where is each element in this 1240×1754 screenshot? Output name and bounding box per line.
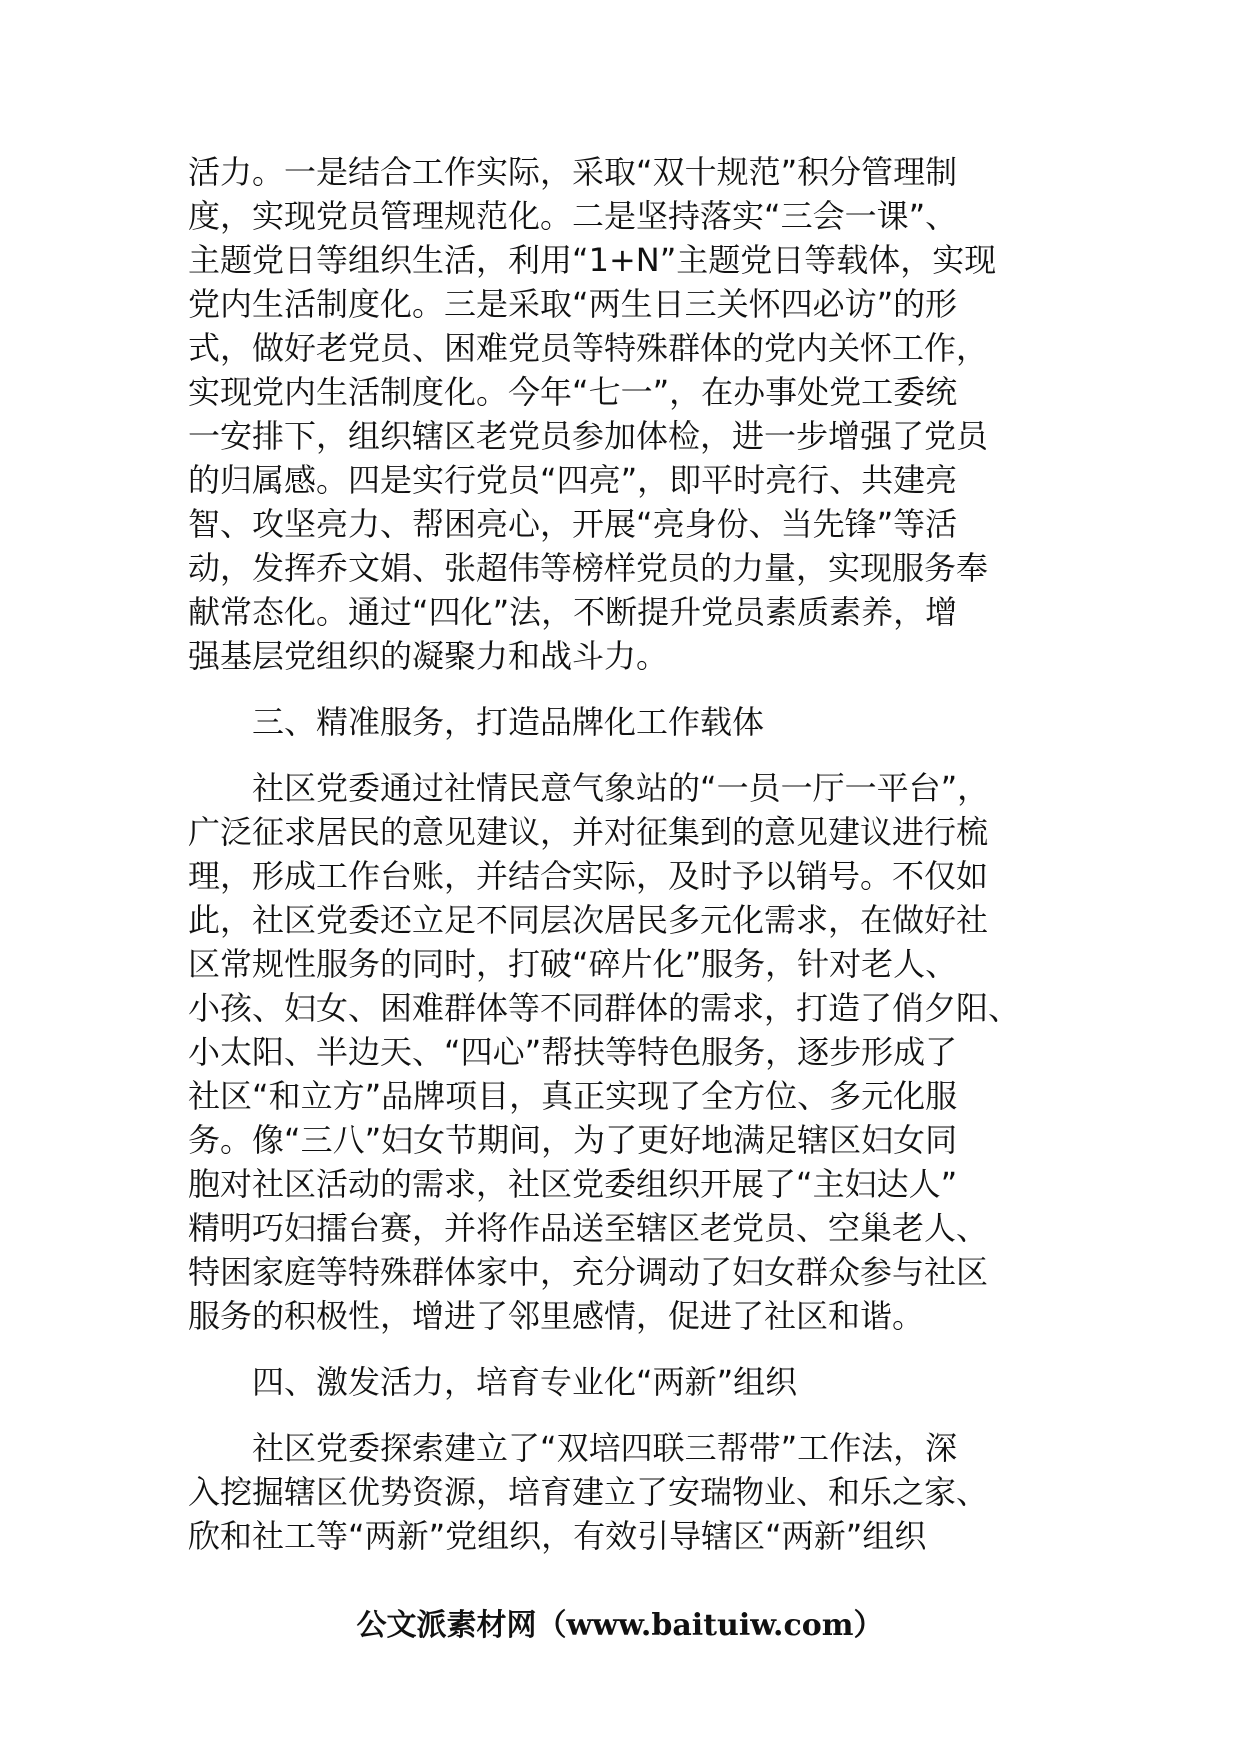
text-line: 区常规性服务的同时，打破“碎片化”服务，针对老人、 [188, 945, 958, 983]
paragraph-spacer [188, 744, 1060, 766]
text-line: 智、攻坚亮力、帮困亮心，开展“亮身份、当先锋”等活 [188, 505, 958, 543]
section-heading: 三、精准服务，打造品牌化工作载体 [252, 703, 765, 741]
text-line: 式，做好老党员、困难党员等特殊群体的党内关怀工作， [188, 329, 989, 367]
text-line: 社区党委通过社情民意气象站的“一员一厅一平台”， [252, 769, 990, 807]
text-line: 小太阳、半边天、“四心”帮扶等特色服务，逐步形成了 [188, 1033, 958, 1071]
text-line: 特困家庭等特殊群体家中，充分调动了妇女群众参与社区 [188, 1253, 989, 1291]
text-line: 入挖掘辖区优势资源，培育建立了安瑞物业、和乐之家、 [188, 1473, 989, 1511]
page-footer-watermark: 公文派素材网（www.baituiw.com） [356, 1608, 884, 1643]
text-line: 一安排下，组织辖区老党员参加体检，进一步增强了党员 [188, 417, 989, 455]
paragraph [188, 150, 1060, 678]
text-line: 精明巧妇擂台赛，并将作品送至辖区老党员、空巢老人、 [188, 1209, 989, 1247]
text-line: 此，社区党委还立足不同层次居民多元化需求，在做好社 [188, 901, 989, 939]
text-line: 小孩、妇女、困难群体等不同群体的需求，打造了俏夕阳、 [188, 989, 1021, 1027]
text-line: 党内生活制度化。三是采取“两生日三关怀四必访”的形 [188, 285, 958, 323]
text-line: 理，形成工作台账，并结合实际，及时予以销号。不仅如 [188, 857, 989, 895]
paragraph [188, 1426, 1060, 1558]
text-line: 务。像“三八”妇女节期间，为了更好地满足辖区妇女同 [188, 1121, 958, 1159]
text-line: 实现党内生活制度化。今年“七一”，在办事处党工委统 [188, 373, 958, 411]
paragraph-spacer [188, 1338, 1060, 1360]
text-line: 动，发挥乔文娟、张超伟等榜样党员的力量，实现服务奉 [188, 549, 989, 587]
text-line: 度，实现党员管理规范化。二是坚持落实“三会一课”、 [188, 197, 958, 235]
text-line: 广泛征求居民的意见建议，并对征集到的意见建议进行梳 [188, 813, 989, 851]
text-line: 服务的积极性，增进了邻里感情，促进了社区和谐。 [188, 1297, 925, 1335]
text-line: 社区党委探索建立了“双培四联三帮带”工作法，深 [252, 1429, 958, 1467]
paragraph [188, 766, 1060, 1338]
text-line: 活力。一是结合工作实际，采取“双十规范”积分管理制 [188, 153, 958, 191]
text-line: 主题党日等组织生活，利用“1+N”主题党日等载体，实现 [188, 241, 997, 279]
section-heading: 四、激发活力，培育专业化“两新”组织 [252, 1363, 798, 1401]
paragraph-spacer [188, 678, 1060, 700]
text-line: 献常态化。通过“四化”法，不断提升党员素质素养，增 [188, 593, 958, 631]
text-line: 欣和社工等“两新”党组织，有效引导辖区“两新”组织 [188, 1517, 927, 1555]
text-line: 社区“和立方”品牌项目，真正实现了全方位、多元化服 [188, 1077, 958, 1115]
text-line: 的归属感。四是实行党员“四亮”，即平时亮行、共建亮 [188, 461, 958, 499]
document-body [188, 150, 1060, 1558]
paragraph-spacer [188, 1404, 1060, 1426]
text-line: 强基层党组织的凝聚力和战斗力。 [188, 637, 669, 675]
text-line: 胞对社区活动的需求，社区党委组织开展了“主妇达人” [188, 1165, 958, 1203]
